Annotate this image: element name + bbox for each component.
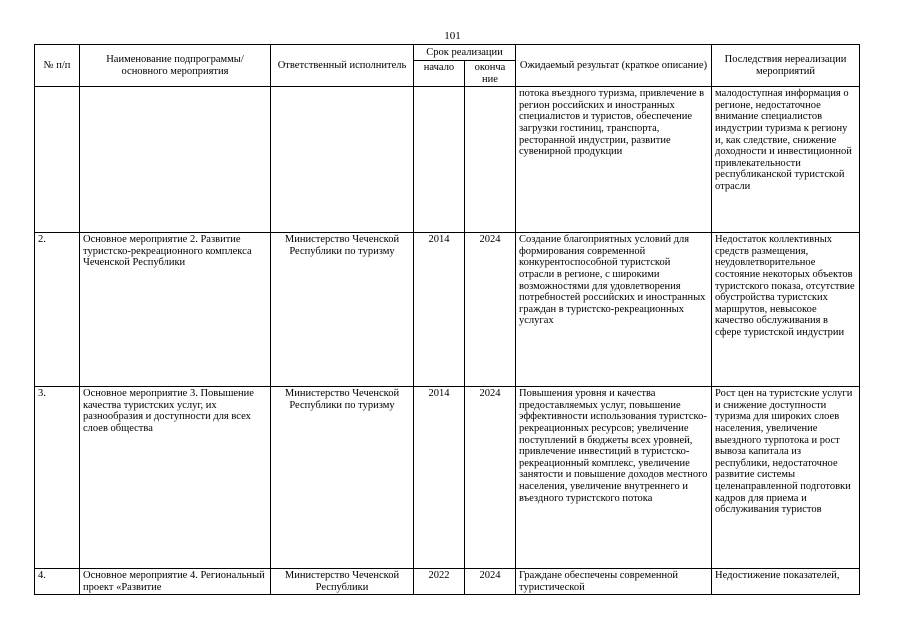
row-result: потока въездного туризма, привлечение в регион российских и иностранных специалистов и туристов, обеспечение загрузки гостиниц, транспорта, ресторанной индустрии, развитие сувенирной продукции — [516, 87, 712, 233]
row-executor: Министерство Чеченской Республики по туризму — [271, 233, 414, 387]
row-end: 2024 — [465, 233, 516, 387]
row-consequences: Недостаток коллективных средств размещения, неудовлетворительное состояние некоторых объектов туристского показа, отсутствие обустройства туристских маршрутов, невысокое качество обслуживания в сфере туристской индустрии — [712, 233, 860, 387]
header-end: оконча ние — [465, 61, 516, 87]
row-name: Основное мероприятие 3. Повышение качества туристских услуг, их разнообразия и доступности для всех слоев общества — [80, 387, 271, 569]
header-name: Наименование подпрограммы/ основного мероприятия — [80, 45, 271, 87]
row-consequences: малодоступная информация о регионе, недостаточное внимание специалистов индустрии туризма к региону и, как следствие, снижение доходности и инвестиционной привлекательности республиканской туристской отрасли — [712, 87, 860, 233]
row-start: 2014 — [414, 387, 465, 569]
row-name — [80, 87, 271, 233]
row-executor: Министерство Чеченской Республики — [271, 569, 414, 595]
table-row — [35, 87, 860, 233]
row-executor — [271, 87, 414, 233]
row-number: 4. — [35, 569, 80, 595]
row-start: 2014 — [414, 233, 465, 387]
row-name: Основное мероприятие 2. Развитие туристско-рекреационного комплекса Чеченской Республики — [80, 233, 271, 387]
program-table — [34, 44, 860, 595]
row-consequences: Недостижение показателей, — [712, 569, 860, 595]
table-row — [35, 569, 860, 595]
row-number — [35, 87, 80, 233]
page-number: 101 — [444, 30, 461, 42]
row-result: Создание благоприятных условий для формирования современной конкурентоспособной туристской отрасли в регионе, с широкими возможностями для удовлетворения потребностей российских и иностранных граждан в туристско-рекреационных услугах — [516, 233, 712, 387]
row-name: Основное мероприятие 4. Региональный проект «Развитие — [80, 569, 271, 595]
row-start: 2022 — [414, 569, 465, 595]
header-executor: Ответственный исполнитель — [271, 45, 414, 87]
header-consequences: Последствия нереализации мероприятий — [712, 45, 860, 87]
row-result: Граждане обеспечены современной туристической — [516, 569, 712, 595]
row-consequences: Рост цен на туристские услуги и снижение доступности туризма для широких слоев населения, увеличение выездного турпотока и рост вывоза капитала из республики, недостаточное развитие системы целенаправленной подготовки кадров для приема и обслуживания туристов — [712, 387, 860, 569]
row-start — [414, 87, 465, 233]
header-period: Срок реализации — [414, 45, 516, 61]
table-row — [35, 387, 860, 569]
row-end — [465, 87, 516, 233]
row-result: Повышения уровня и качества предоставляемых услуг, повышение эффективности использования туристско-рекреационных ресурсов; увеличение поступлений в бюджеты всех уровней, привлечение инвестиций в туристско-рекреационный комплекс, увеличение занятости и повышение доходов местного населения, увеличение внутреннего и въездного туристского потока — [516, 387, 712, 569]
header-num: № п/п — [35, 45, 80, 87]
row-executor: Министерство Чеченской Республики по туризму — [271, 387, 414, 569]
header-result: Ожидаемый результат (краткое описание) — [516, 45, 712, 87]
table-row — [35, 233, 860, 387]
row-end: 2024 — [465, 569, 516, 595]
header-start: начало — [414, 61, 465, 87]
row-number: 2. — [35, 233, 80, 387]
row-end: 2024 — [465, 387, 516, 569]
row-number: 3. — [35, 387, 80, 569]
